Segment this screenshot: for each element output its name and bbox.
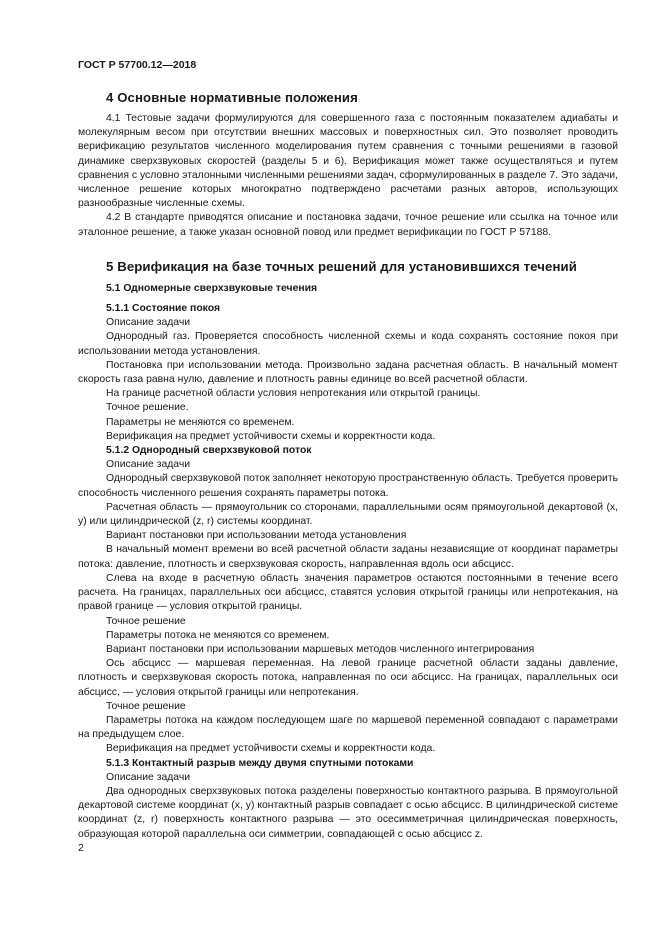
section-5-1-1-body xyxy=(78,316,618,444)
page-number: 2 xyxy=(78,842,84,854)
paragraph: Точное решение. xyxy=(106,402,189,414)
paragraph: Точное решение xyxy=(106,615,186,627)
paragraph: Расчетная область — прямоугольник со сторонами, параллельными осям прямоугольной декартовой (x, y) или цилиндрической (z, r) системы координат. xyxy=(78,501,618,528)
document-page xyxy=(78,59,618,842)
paragraph: Два однородных сверхзвуковых потока разделены поверхностью контактного разрыва. В прямоугольной декартовой системе координат (x, y) контактный разрыв совпадает с осью абсцисс. В цилиндрической системе координат (z, r) поверхность контактного разрыва — это осесимметричная цилиндрическая поверхность, образующая которой параллельна оси симметрии, совпадающей с осью абсцисс z. xyxy=(78,785,618,840)
paragraph: Верификация на предмет устойчивости схемы и корректности кода. xyxy=(106,743,436,755)
paragraph: 4.2 В стандарте приводятся описание и постановка задачи, точное решение или ссылка на точное или эталонное решение, а также указан основной повод или предмет верификации по ГОСТ Р 57188. xyxy=(78,212,618,238)
section-4-body xyxy=(78,112,618,240)
paragraph: Верификация на предмет устойчивости схемы и корректности кода. xyxy=(106,430,436,442)
paragraph: Ось абсцисс — маршевая переменная. На левой границе расчетной области заданы давление, плотность и сверхзвуковая скорость потока, направленная по оси абсцисс. На границах, параллельных оси абсцисс, — условия открытой границы или непротекания. xyxy=(78,658,618,698)
section-5-1-1-heading: 5.1.1 Состояние покоя xyxy=(106,303,221,315)
section-5-heading: 5 Верификация на базе точных решений для установившихся течений xyxy=(106,258,577,274)
paragraph: Описание задачи xyxy=(106,317,191,329)
paragraph: В начальный момент времени во всей расчетной области заданы независящие от координат параметры потока: давление, плотность и сверхзвуковая скорость, направленная вдоль оси абсцисс. xyxy=(78,544,618,570)
paragraph: Вариант постановки при использовании маршевых методов численного интегрирования xyxy=(106,643,535,655)
section-5-1-3-heading: 5.1.3 Контактный разрыв между двумя спутными потоками xyxy=(106,757,414,769)
paragraph: Слева на входе в расчетную область значения параметров остаются постоянными в течение всего расчета. На границах, параллельных оси абсцисс, ставятся условия открытой границы или непротекания, на правой границе — условия открытой границы. xyxy=(78,572,618,613)
section-5-1-heading: 5.1 Одномерные сверхзвуковые течения xyxy=(106,282,318,294)
section-5-1-2-heading: 5.1.2 Однородный сверхзвуковой поток xyxy=(106,445,312,457)
paragraph: Описание задачи xyxy=(106,459,191,471)
section-5-1-2-body xyxy=(78,458,618,756)
paragraph: Параметры потока на каждом последующем шаге по маршевой переменной совпадают с параметрами на предыдущем слое. xyxy=(78,714,618,741)
paragraph: Описание задачи xyxy=(106,771,191,783)
paragraph: Однородный сверхзвуковой поток заполняет некоторую пространственную область. Требуется проверить способность численного решения сохранять параметры потока. xyxy=(78,473,618,499)
paragraph: Однородный газ. Проверяется способность численной схемы и кода сохранять состояние покоя при использовании метода установления. xyxy=(78,331,618,357)
section-5-1-3-body xyxy=(78,771,618,842)
paragraph: Постановка при использовании метода. Произвольно задана расчетная область. В начальный момент скорость газа равна нулю, давление и плотность равны единице во всей расчетной области. xyxy=(78,359,618,386)
document-header: ГОСТ Р 57700.12—2018 xyxy=(78,59,197,71)
paragraph: 4.1 Тестовые задачи формулируются для совершенного газа с постоянным показателем адиабаты и молекулярным весом при отсутствии внешних массовых и поверхностных сил. Это позволяет проводить верификацию результатов численного моделирования путем сравнения с точными решениями в газовой динамике сверхзвуковых скоростей (разделы 5 и 6). Верификация может также осуществляться и путем сравнения с условно эталонными численными решениями задач, сформулированных в разделе 7. Это задачи, численное решение которых многократно подтверждено расчетами разных авторов, использующих разнообразные численные схемы. xyxy=(78,113,618,210)
paragraph: Параметры потока не меняются со временем. xyxy=(106,629,330,641)
paragraph: На границе расчетной области условия непротекания или открытой границы. xyxy=(106,388,481,400)
paragraph: Вариант постановки при использовании метода установления xyxy=(106,530,407,542)
section-4-heading: 4 Основные нормативные положения xyxy=(106,90,358,105)
paragraph: Точное решение xyxy=(106,700,186,712)
paragraph: Параметры не меняются со временем. xyxy=(106,416,295,428)
